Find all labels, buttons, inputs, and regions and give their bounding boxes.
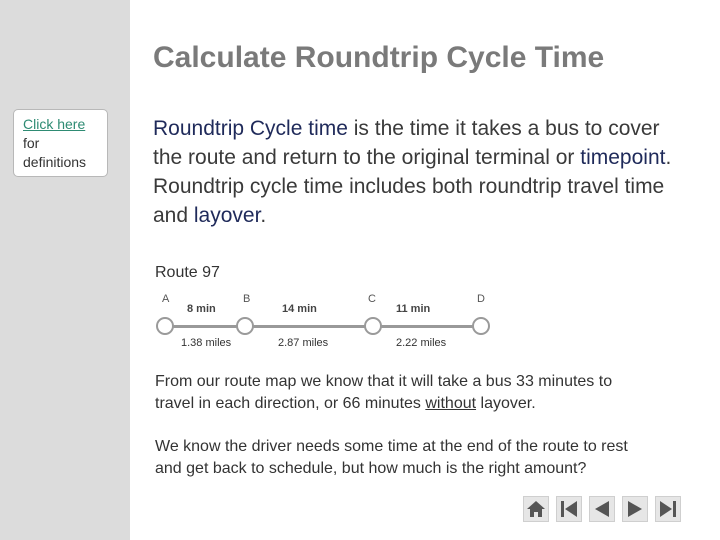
stop-label-b: B (243, 293, 251, 305)
segment-time-bc: 14 min (282, 303, 317, 315)
first-page-icon (559, 499, 579, 519)
last-page-icon (658, 499, 678, 519)
intro-text-1: is the time it takes a bus to cover the route and return to the original terminal or (153, 117, 660, 169)
route-line (165, 325, 483, 328)
intro-text-3: . (260, 204, 267, 227)
stop-label-a: A (162, 293, 170, 305)
travel-time-text-2: layover. (476, 395, 536, 412)
without-emphasis: without (425, 395, 477, 412)
stop-marker-b (236, 317, 254, 335)
intro-paragraph (153, 114, 693, 230)
last-page-button[interactable] (655, 496, 681, 522)
stop-label-c: C (368, 293, 376, 305)
travel-time-text-1: From our route map we know that it will take a bus 33 minutes to travel in each direction, or 66 minutes (155, 373, 613, 412)
definitions-link[interactable]: Click here (23, 116, 86, 132)
question-paragraph: We know the driver needs some time at the end of the route to rest and get back to schedule, but how much is the right amount? (155, 438, 628, 477)
intro-text-2: . Roundtrip cycle time includes both roundtrip travel time and (153, 146, 672, 227)
stop-marker-c (364, 317, 382, 335)
term-layover: layover (193, 204, 261, 227)
next-button[interactable] (622, 496, 648, 522)
segment-miles-ab: 1.38 miles (181, 337, 232, 349)
home-button[interactable] (523, 496, 549, 522)
segment-time-cd: 11 min (396, 303, 431, 315)
first-page-button[interactable] (556, 496, 582, 522)
definitions-box (13, 109, 108, 177)
next-icon (625, 499, 645, 519)
segment-miles-bc: 2.87 miles (278, 337, 329, 349)
home-icon (526, 500, 546, 518)
stop-marker-a (156, 317, 174, 335)
previous-icon (592, 499, 612, 519)
stop-marker-d (472, 317, 490, 335)
route-title: Route 97 (155, 264, 220, 281)
page-title: Calculate Roundtrip Cycle Time (153, 41, 605, 74)
term-roundtrip-cycle-time: Roundtrip Cycle time (153, 117, 348, 140)
term-timepoint: timepoint (580, 146, 666, 169)
travel-time-paragraph (155, 371, 655, 415)
previous-button[interactable] (589, 496, 615, 522)
stop-label-d: D (477, 293, 485, 305)
segment-miles-cd: 2.22 miles (396, 337, 447, 349)
sidebar (0, 0, 130, 540)
definitions-link-suffix: for definitions (23, 135, 87, 170)
segment-time-ab: 8 min (187, 303, 216, 315)
